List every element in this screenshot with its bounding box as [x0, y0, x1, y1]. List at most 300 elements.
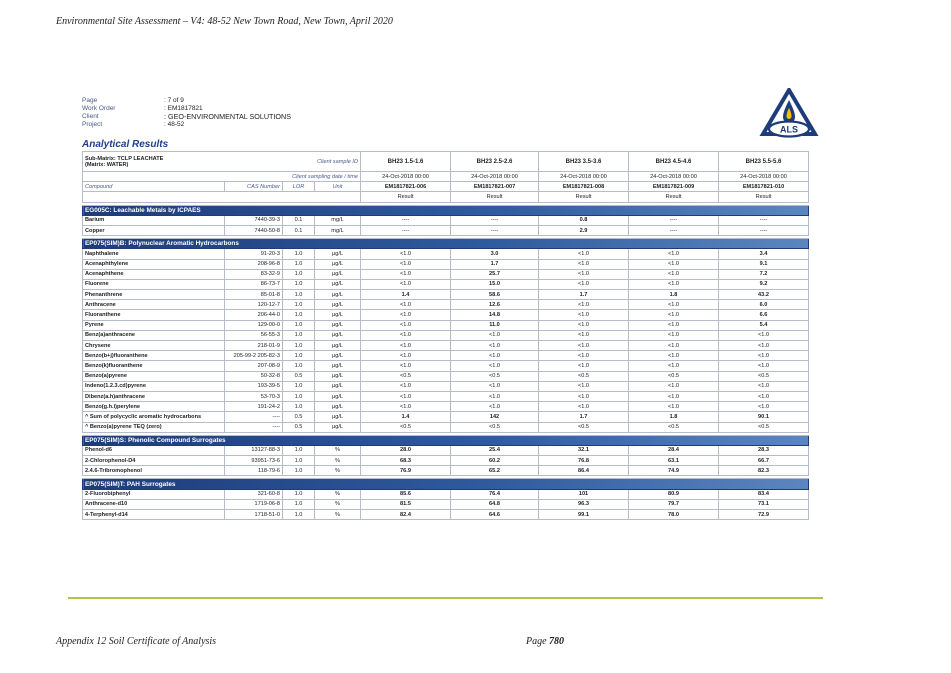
result-value: <1.0: [539, 341, 629, 351]
result-value: <0.5: [719, 422, 809, 432]
unit-value: µg/L: [315, 422, 361, 432]
compound-name: Pyrene: [83, 320, 225, 330]
lor-value: 1.0: [283, 279, 315, 289]
header-row-result: [83, 192, 809, 202]
result-value: <1.0: [539, 310, 629, 320]
compound-column-header: Compound: [83, 182, 225, 192]
result-value: 96.3: [539, 499, 629, 509]
results-table: [82, 151, 809, 520]
result-value: <1.0: [539, 361, 629, 371]
result-value: 2.9: [539, 225, 629, 235]
table-row: [83, 341, 809, 351]
logo-text: ALS: [780, 124, 798, 135]
lor-value: 1.0: [283, 341, 315, 351]
table-row: [83, 510, 809, 520]
result-value: <1.0: [629, 269, 719, 279]
result-value: 58.6: [451, 290, 539, 300]
result-value: <1.0: [361, 402, 451, 412]
result-value: <1.0: [451, 351, 539, 361]
compound-name: Anthracene: [83, 300, 225, 310]
lab-sample-id: EM1817821-006: [361, 182, 451, 192]
unit-value: µg/L: [315, 320, 361, 330]
result-value: 7.2: [719, 269, 809, 279]
unit-value: %: [315, 489, 361, 499]
result-label: Result: [719, 192, 809, 202]
result-value: 9.1: [719, 259, 809, 269]
result-label: Result: [629, 192, 719, 202]
lor-value: 1.0: [283, 381, 315, 391]
compound-name: Fluorene: [83, 279, 225, 289]
result-value: <1.0: [719, 381, 809, 391]
result-value: <1.0: [629, 330, 719, 340]
section-header: [83, 205, 809, 215]
client-sample-id-label: Client sample ID: [315, 152, 361, 172]
unit-value: µg/L: [315, 310, 361, 320]
result-value: 63.1: [629, 456, 719, 466]
unit-column-header: Unit: [315, 182, 361, 192]
result-value: 1.8: [629, 412, 719, 422]
result-value: 64.8: [451, 499, 539, 509]
result-value: ----: [629, 225, 719, 235]
result-value: 3.4: [719, 249, 809, 259]
result-value: <1.0: [539, 279, 629, 289]
meta-row-page: [82, 97, 291, 105]
table-row: [83, 371, 809, 381]
table-row: [83, 310, 809, 320]
result-value: <1.0: [629, 249, 719, 259]
result-value: ----: [451, 215, 539, 225]
result-value: 25.7: [451, 269, 539, 279]
result-value: <1.0: [539, 259, 629, 269]
lor-value: 1.0: [283, 466, 315, 476]
result-value: ----: [361, 225, 451, 235]
lor-value: 1.0: [283, 351, 315, 361]
table-row: [83, 249, 809, 259]
lor-value: 1.0: [283, 249, 315, 259]
lor-value: 1.0: [283, 259, 315, 269]
table-row: [83, 489, 809, 499]
cas-number: ----: [225, 412, 283, 422]
compound-name: Fluoranthene: [83, 310, 225, 320]
unit-value: %: [315, 510, 361, 520]
sample-id: BH23 4.5-4.6: [629, 152, 719, 172]
cas-number: 205-99-2 205-82-3: [225, 351, 283, 361]
result-value: <1.0: [719, 341, 809, 351]
footer-page-label: Page: [526, 636, 547, 647]
table-row: [83, 361, 809, 371]
compound-name: Copper: [83, 225, 225, 235]
unit-value: µg/L: [315, 330, 361, 340]
lor-value: 1.0: [283, 320, 315, 330]
result-value: <1.0: [719, 391, 809, 401]
meta-row-client: [82, 113, 291, 121]
lor-column-header: LOR: [283, 182, 315, 192]
lor-value: 1.0: [283, 445, 315, 455]
table-row: [83, 456, 809, 466]
lor-value: 0.5: [283, 371, 315, 381]
result-value: <0.5: [629, 422, 719, 432]
compound-name: 2-Chlorophenol-D4: [83, 456, 225, 466]
sample-id: BH23 2.5-2.6: [451, 152, 539, 172]
result-value: <1.0: [629, 341, 719, 351]
result-value: 86.4: [539, 466, 629, 476]
table-row: [83, 499, 809, 509]
footer-appendix: Appendix 12 Soil Certificate of Analysis: [56, 636, 217, 647]
table-row: [83, 351, 809, 361]
result-value: <0.5: [629, 371, 719, 381]
cas-number: 85-01-8: [225, 290, 283, 300]
meta-value: : EM1817821: [164, 105, 203, 112]
result-value: <1.0: [361, 351, 451, 361]
result-value: <1.0: [361, 310, 451, 320]
lor-value: 1.0: [283, 499, 315, 509]
result-value: <1.0: [629, 279, 719, 289]
table-row: [83, 269, 809, 279]
table-row: [83, 330, 809, 340]
result-value: <1.0: [629, 259, 719, 269]
result-value: <1.0: [451, 361, 539, 371]
cas-number: 50-32-8: [225, 371, 283, 381]
unit-value: %: [315, 499, 361, 509]
lor-value: 0.5: [283, 412, 315, 422]
result-value: <1.0: [361, 341, 451, 351]
lor-value: 0.1: [283, 225, 315, 235]
result-value: <1.0: [451, 381, 539, 391]
meta-label: Client: [82, 113, 99, 120]
result-value: 15.0: [451, 279, 539, 289]
result-value: <1.0: [539, 320, 629, 330]
cas-number: 53-70-3: [225, 391, 283, 401]
result-value: 66.7: [719, 456, 809, 466]
result-value: ----: [719, 215, 809, 225]
header-row-sampling-date: [83, 172, 809, 182]
lor-value: 1.0: [283, 330, 315, 340]
lor-value: 0.5: [283, 422, 315, 432]
result-value: 1.4: [361, 290, 451, 300]
sampling-date: 24-Oct-2018 00:00: [539, 172, 629, 182]
result-value: 90.1: [719, 412, 809, 422]
compound-name: Benz(a)anthracene: [83, 330, 225, 340]
table-row: [83, 422, 809, 432]
unit-value: mg/L: [315, 225, 361, 235]
result-value: <1.0: [361, 259, 451, 269]
result-value: <1.0: [361, 300, 451, 310]
footer-page: [526, 636, 564, 647]
submatrix-label: Sub-Matrix: TCLP LEACHATE: [85, 155, 164, 162]
result-value: <0.5: [361, 371, 451, 381]
result-value: 76.9: [361, 466, 451, 476]
result-value: ----: [719, 225, 809, 235]
result-value: 43.2: [719, 290, 809, 300]
compound-name: Benzo(g.h.i)perylene: [83, 402, 225, 412]
sampling-date: 24-Oct-2018 00:00: [451, 172, 539, 182]
section-header: [83, 479, 809, 489]
cas-number: 191-24-2: [225, 402, 283, 412]
result-value: 1.4: [361, 412, 451, 422]
result-value: <1.0: [539, 300, 629, 310]
unit-value: µg/L: [315, 361, 361, 371]
sample-id: BH23 1.5-1.6: [361, 152, 451, 172]
cas-number: 93951-73-6: [225, 456, 283, 466]
cas-number: 1718-51-0: [225, 510, 283, 520]
result-value: <1.0: [451, 391, 539, 401]
result-value: <1.0: [629, 320, 719, 330]
result-value: <1.0: [539, 351, 629, 361]
cas-number: 13127-88-3: [225, 445, 283, 455]
result-value: 60.2: [451, 456, 539, 466]
unit-value: µg/L: [315, 279, 361, 289]
compound-name: Acenaphthylene: [83, 259, 225, 269]
lor-value: 1.0: [283, 290, 315, 300]
result-value: <1.0: [719, 361, 809, 371]
cas-number: 321-60-8: [225, 489, 283, 499]
result-label: Result: [539, 192, 629, 202]
meta-label: Page: [82, 97, 98, 104]
compound-name: Acenaphthene: [83, 269, 225, 279]
sampling-date: 24-Oct-2018 00:00: [719, 172, 809, 182]
cas-number: ----: [225, 422, 283, 432]
result-value: 78.0: [629, 510, 719, 520]
lor-value: 1.0: [283, 510, 315, 520]
lor-value: 1.0: [283, 269, 315, 279]
compound-name: Benzo(a)pyrene: [83, 371, 225, 381]
lab-sample-id: EM1817821-007: [451, 182, 539, 192]
report-meta: [82, 97, 291, 129]
lor-value: 1.0: [283, 310, 315, 320]
compound-name: 4-Terphenyl-d14: [83, 510, 225, 520]
lor-value: 1.0: [283, 391, 315, 401]
compound-name: 2.4.6-Tribromophenol: [83, 466, 225, 476]
compound-name: Naphthalene: [83, 249, 225, 259]
result-value: 14.8: [451, 310, 539, 320]
compound-name: Phenanthrene: [83, 290, 225, 300]
result-value: <1.0: [629, 361, 719, 371]
cas-number: 56-55-3: [225, 330, 283, 340]
result-value: <1.0: [361, 391, 451, 401]
result-spacer: [83, 192, 361, 202]
table-row: [83, 412, 809, 422]
cas-number: 207-08-9: [225, 361, 283, 371]
unit-value: µg/L: [315, 259, 361, 269]
result-value: <0.5: [361, 422, 451, 432]
cas-number: 7440-39-3: [225, 215, 283, 225]
footer-page-number: 780: [549, 636, 565, 647]
table-row: [83, 391, 809, 401]
table-row: [83, 300, 809, 310]
result-value: <1.0: [539, 391, 629, 401]
lor-value: 1.0: [283, 456, 315, 466]
result-value: <1.0: [629, 381, 719, 391]
compound-name: Barium: [83, 215, 225, 225]
result-value: 76.4: [451, 489, 539, 499]
lor-value: 1.0: [283, 300, 315, 310]
meta-label: Work Order: [82, 105, 116, 112]
meta-value: : 48-52: [164, 121, 185, 128]
section-header: [83, 435, 809, 445]
result-value: <1.0: [361, 249, 451, 259]
result-value: <1.0: [451, 330, 539, 340]
section-title: EG005C: Leachable Metals by ICPAES: [83, 205, 809, 215]
result-value: 32.1: [539, 445, 629, 455]
unit-value: µg/L: [315, 381, 361, 391]
lor-value: 1.0: [283, 361, 315, 371]
result-value: 1.7: [451, 259, 539, 269]
result-value: <1.0: [629, 310, 719, 320]
result-value: 81.5: [361, 499, 451, 509]
result-value: 28.3: [719, 445, 809, 455]
compound-name: Chrysene: [83, 341, 225, 351]
table-row: [83, 466, 809, 476]
section-header: [83, 239, 809, 249]
unit-value: µg/L: [315, 269, 361, 279]
result-value: <0.5: [719, 371, 809, 381]
result-value: 1.8: [629, 290, 719, 300]
sampling-date: 24-Oct-2018 00:00: [361, 172, 451, 182]
cas-number: 218-01-9: [225, 341, 283, 351]
cas-column-header: CAS Number: [225, 182, 283, 192]
cas-number: 120-12-7: [225, 300, 283, 310]
compound-name: Benzo(k)fluoranthene: [83, 361, 225, 371]
result-value: 83.4: [719, 489, 809, 499]
result-value: <1.0: [539, 269, 629, 279]
cas-number: 206-44-0: [225, 310, 283, 320]
result-value: 64.6: [451, 510, 539, 520]
result-value: <1.0: [629, 391, 719, 401]
result-value: 11.0: [451, 320, 539, 330]
result-value: <1.0: [539, 402, 629, 412]
result-label: Result: [451, 192, 539, 202]
compound-name: Indeno(1.2.3.cd)pyrene: [83, 381, 225, 391]
table-row: [83, 259, 809, 269]
result-value: <1.0: [539, 330, 629, 340]
result-value: <1.0: [361, 361, 451, 371]
cas-number: 7440-50-8: [225, 225, 283, 235]
result-value: ----: [451, 225, 539, 235]
table-row: [83, 279, 809, 289]
cas-number: 118-79-6: [225, 466, 283, 476]
result-value: 1.7: [539, 290, 629, 300]
result-value: <1.0: [629, 300, 719, 310]
lor-value: 1.0: [283, 489, 315, 499]
cas-number: 83-32-9: [225, 269, 283, 279]
unit-value: µg/L: [315, 351, 361, 361]
unit-value: µg/L: [315, 341, 361, 351]
result-value: <1.0: [361, 269, 451, 279]
unit-value: µg/L: [315, 290, 361, 300]
lab-sample-id: EM1817821-008: [539, 182, 629, 192]
result-value: <1.0: [719, 351, 809, 361]
result-value: <1.0: [629, 351, 719, 361]
compound-name: ^ Sum of polycyclic aromatic hydrocarbons: [83, 412, 225, 422]
unit-value: mg/L: [315, 215, 361, 225]
cas-number: 1719-06-8: [225, 499, 283, 509]
sample-id: BH23 5.5-5.6: [719, 152, 809, 172]
lor-value: 0.1: [283, 215, 315, 225]
result-value: 142: [451, 412, 539, 422]
cas-number: 86-73-7: [225, 279, 283, 289]
result-value: <1.0: [451, 402, 539, 412]
result-value: <1.0: [361, 279, 451, 289]
unit-value: µg/L: [315, 391, 361, 401]
result-value: 28.4: [629, 445, 719, 455]
document-header: Environmental Site Assessment – V4: 48-52 New Town Road, New Town, April 2020: [56, 16, 393, 27]
section-title: EP075(SIM)S: Phenolic Compound Surrogates: [83, 435, 809, 445]
table-row: [83, 225, 809, 235]
table-row: [83, 320, 809, 330]
result-value: 76.8: [539, 456, 629, 466]
compound-name: ^ Benzo(a)pyrene TEQ (zero): [83, 422, 225, 432]
compound-name: Benzo(b+j)fluoranthene: [83, 351, 225, 361]
cas-number: 91-20-3: [225, 249, 283, 259]
result-value: <0.5: [539, 422, 629, 432]
result-value: <1.0: [361, 381, 451, 391]
result-value: <1.0: [361, 320, 451, 330]
result-value: 6.6: [719, 310, 809, 320]
result-value: 28.0: [361, 445, 451, 455]
result-value: 6.0: [719, 300, 809, 310]
sample-id: BH23 3.5-3.6: [539, 152, 629, 172]
header-row-columns: [83, 182, 809, 192]
result-value: <1.0: [629, 402, 719, 412]
result-value: <0.5: [539, 371, 629, 381]
unit-value: µg/L: [315, 402, 361, 412]
table-row: [83, 402, 809, 412]
lor-value: 1.0: [283, 402, 315, 412]
result-value: <1.0: [539, 249, 629, 259]
result-value: <1.0: [719, 330, 809, 340]
meta-value: : GEO-ENVIRONMENTAL SOLUTIONS: [164, 112, 291, 121]
result-value: 25.4: [451, 445, 539, 455]
footer-rule: [68, 597, 823, 599]
header-row-sample-id: [83, 152, 809, 172]
result-value: 9.2: [719, 279, 809, 289]
result-value: ----: [361, 215, 451, 225]
result-label: Result: [361, 192, 451, 202]
result-value: 12.6: [451, 300, 539, 310]
matrix-label: (Matrix: WATER): [85, 161, 129, 168]
result-value: 80.9: [629, 489, 719, 499]
meta-label: Project: [82, 121, 103, 128]
sampling-date: 24-Oct-2018 00:00: [629, 172, 719, 182]
unit-value: %: [315, 456, 361, 466]
result-value: 72.9: [719, 510, 809, 520]
result-value: ----: [629, 215, 719, 225]
cas-number: 208-96-8: [225, 259, 283, 269]
result-value: <1.0: [719, 402, 809, 412]
result-value: 65.2: [451, 466, 539, 476]
result-value: <0.5: [451, 422, 539, 432]
result-value: <1.0: [451, 341, 539, 351]
submatrix-cell: [83, 152, 315, 172]
table-row: [83, 381, 809, 391]
result-value: 82.3: [719, 466, 809, 476]
result-value: 85.6: [361, 489, 451, 499]
unit-value: µg/L: [315, 300, 361, 310]
result-value: <0.5: [451, 371, 539, 381]
unit-value: µg/L: [315, 249, 361, 259]
compound-name: Dibenz(a.h)anthracene: [83, 391, 225, 401]
page-title: Analytical Results: [82, 139, 169, 150]
unit-value: µg/L: [315, 371, 361, 381]
cas-number: 193-39-5: [225, 381, 283, 391]
result-value: 0.8: [539, 215, 629, 225]
compound-name: Anthracene-d10: [83, 499, 225, 509]
result-value: <1.0: [361, 330, 451, 340]
compound-name: 2-Fluorobiphenyl: [83, 489, 225, 499]
result-value: 74.9: [629, 466, 719, 476]
compound-name: Phenol-d6: [83, 445, 225, 455]
table-row: [83, 215, 809, 225]
